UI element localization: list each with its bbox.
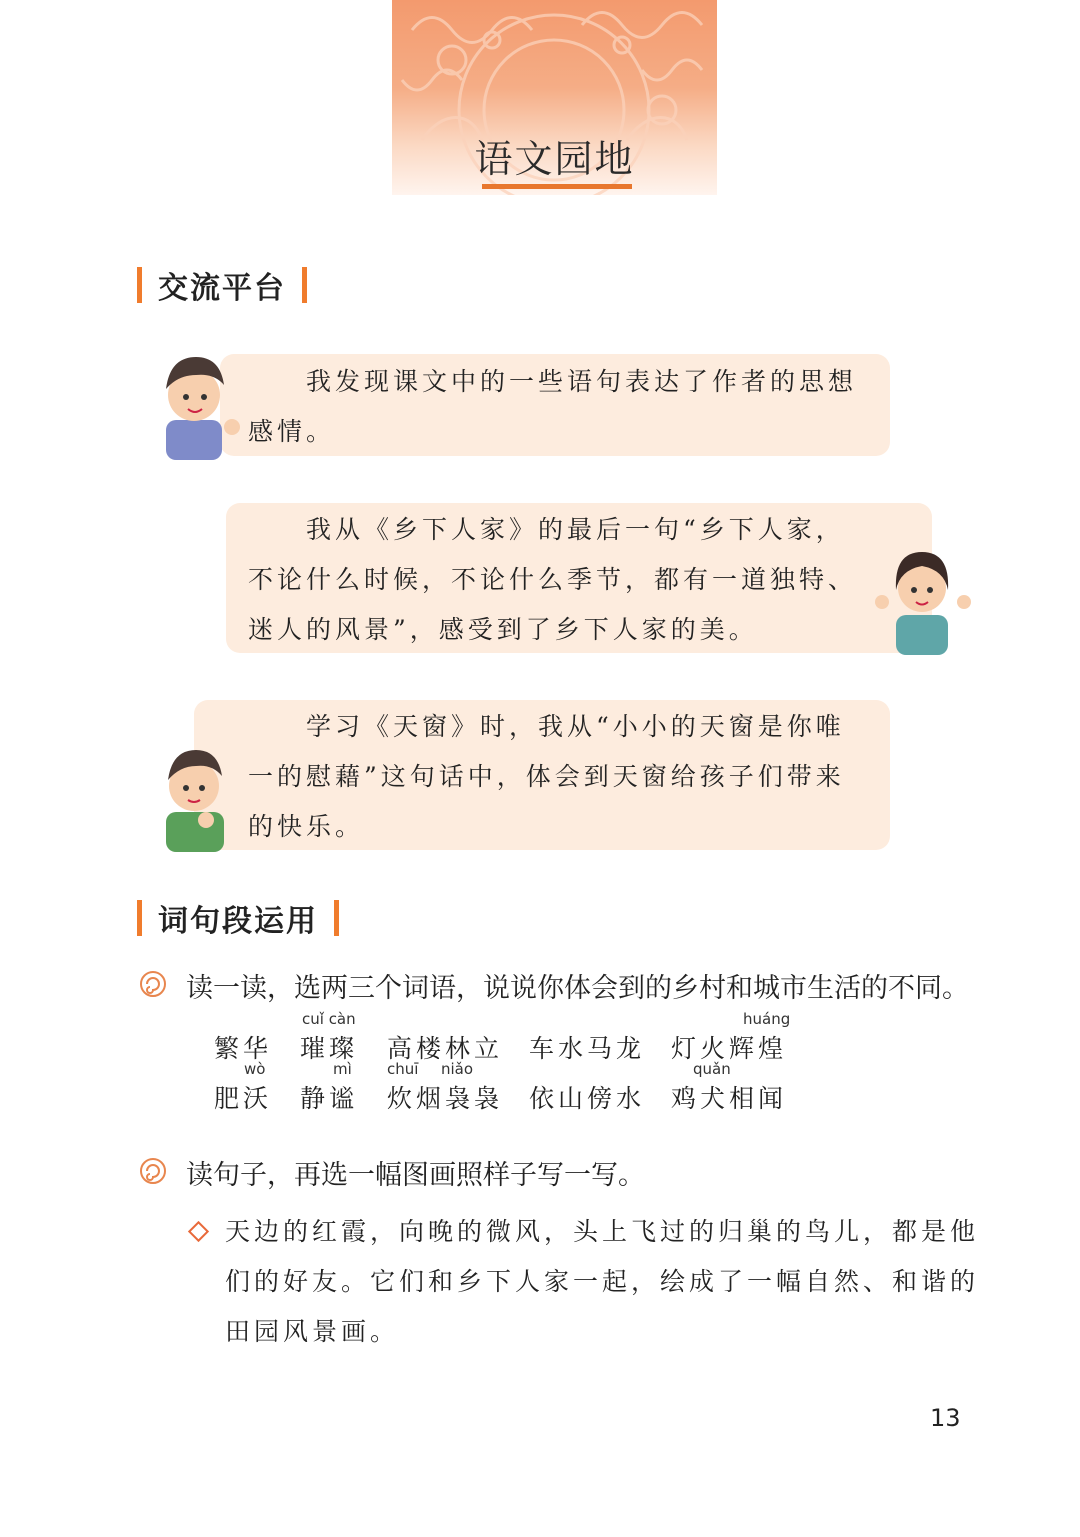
page-number: 13: [930, 1404, 961, 1432]
example-line2: 们的好友。它们和乡下人家一起，绘成了一幅自然、和谐的: [225, 1267, 980, 1296]
pinyin-huang: huáng: [743, 1010, 791, 1028]
heading-bar-right: [302, 267, 307, 303]
example-line3: 田园风景画。: [225, 1317, 400, 1346]
bubble-2-text: [248, 505, 928, 655]
heading-bar-right: [334, 900, 339, 936]
word-9: 依山傍水: [529, 1084, 646, 1113]
bubble-2-line1: 我从《乡下人家》的最后一句“乡下人家，: [306, 515, 845, 544]
page-title: 语文园地: [474, 137, 635, 181]
section-heading-text: 交流平台: [158, 271, 286, 306]
exercise-2-instruction: 读句子，再选一幅图画照样子写一写。: [186, 1160, 645, 1191]
word-6: 肥沃: [214, 1084, 273, 1113]
word-5: 灯火辉煌: [671, 1034, 788, 1063]
bubble-3-line1: 学习《天窗》时，我从“小小的天窗是你唯: [306, 712, 845, 741]
section-heading-text: 词句段运用: [158, 904, 318, 939]
bubble-1-line1: 我发现课文中的一些语句表达了作者的思想: [306, 367, 858, 396]
bubble-3-line3: 的快乐。: [248, 812, 365, 841]
pinyin-chui: chuī: [387, 1060, 419, 1078]
example-line1: 天边的红霞，向晚的微风，头上飞过的归巢的鸟儿，都是他: [225, 1217, 980, 1246]
pinyin-cuican: cuǐ càn: [302, 1010, 356, 1028]
pinyin-quan: quǎn: [693, 1060, 731, 1078]
swirl-icon: [139, 970, 167, 998]
word-4: 车水马龙: [529, 1034, 646, 1063]
swirl-icon: [139, 1157, 167, 1185]
word-2: 璀璨: [300, 1034, 359, 1063]
word-7: 静谧: [300, 1084, 359, 1113]
bubble-3-text: [248, 702, 888, 852]
pinyin-wo: wò: [244, 1060, 266, 1078]
section-heading-exchange: [137, 265, 307, 305]
boy-avatar-icon: [152, 345, 252, 460]
bubble-3-line2: 一的慰藉”这句话中，体会到天窗给孩子们带来: [248, 762, 845, 791]
pinyin-mi: mì: [333, 1060, 352, 1078]
boy-thinking-avatar-icon: [156, 740, 236, 852]
girl-avatar-icon: [872, 540, 972, 655]
bubble-2-line3: 迷人的风景”，感受到了乡下人家的美。: [248, 615, 758, 644]
pinyin-niao: niǎo: [441, 1060, 474, 1078]
example-passage: [225, 1207, 985, 1357]
title-underline: [482, 184, 632, 189]
diamond-bullet-icon: [188, 1221, 209, 1242]
bubble-1-text: [248, 357, 878, 457]
section-heading-usage: [137, 898, 339, 938]
word-8: 炊烟袅袅: [387, 1084, 504, 1113]
word-1: 繁华: [214, 1034, 273, 1063]
word-10: 鸡犬相闻: [671, 1084, 788, 1113]
word-3: 高楼林立: [387, 1034, 504, 1063]
bubble-1-line2: 感情。: [248, 417, 336, 446]
bubble-2-line2: 不论什么时候，不论什么季节，都有一道独特、: [248, 565, 858, 594]
exercise-1-instruction: 读一读，选两三个词语，说说你体会到的乡村和城市生活的不同。: [186, 973, 969, 1004]
